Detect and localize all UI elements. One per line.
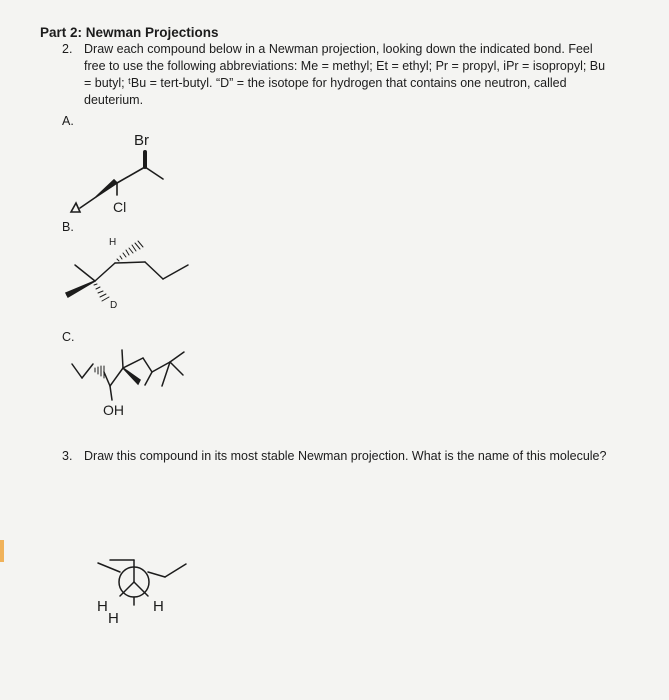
bond-c-2	[82, 364, 93, 378]
indicated-bond-a	[117, 167, 145, 183]
atom-h-left: H	[97, 598, 108, 615]
bond-c-7	[143, 358, 152, 372]
atom-h-right: H	[153, 598, 164, 615]
part-c-label: C.	[62, 330, 75, 344]
bond-c-5	[122, 350, 123, 368]
bond-b-3	[95, 263, 115, 281]
bond-c-6	[123, 358, 143, 368]
structure-a	[71, 132, 163, 215]
wedge-bond	[96, 180, 117, 197]
part-heading: Part 2: Newman Projections	[40, 25, 219, 40]
bond-b-6	[163, 265, 188, 279]
bond-c-1	[72, 364, 82, 378]
atom-d-b: D	[110, 300, 118, 311]
front-bond-down-right	[134, 582, 148, 596]
newman-projection	[97, 560, 186, 627]
bond-c-8	[145, 372, 152, 385]
atom-h-b: H	[109, 237, 117, 248]
atom-h-bottom: H	[108, 610, 119, 627]
structure-b	[66, 237, 188, 311]
rear-bond-left	[98, 563, 120, 572]
hash-bond-h	[117, 241, 143, 261]
cyclopropyl-ring	[71, 203, 80, 212]
bond-c-4	[110, 368, 123, 386]
hash-bond-d	[94, 284, 109, 301]
rear-bond-upper-right-2	[165, 564, 186, 577]
bond-c-10	[170, 362, 183, 375]
part-a-label: A.	[62, 114, 74, 128]
edge-color-mark	[0, 540, 4, 562]
hash-bond-c	[95, 366, 104, 378]
bond-c-3	[104, 372, 110, 386]
structure-c	[72, 350, 184, 418]
question-2-number: 2.	[62, 42, 73, 56]
question-2-text: Draw each compound below in a Newman projection, looking down the indicated bond. Feel free to use the following abbreviations: Me = methyl; Et = ethyl; Pr = propyl, iPr = isopropyl; Bu = butyl; ᵗBu = tert-butyl. “D” = the isotope for hydrogen that contains one neutron, called deuterium.	[84, 42, 606, 107]
question-3-number: 3.	[62, 449, 73, 463]
part-b-label: B.	[62, 220, 74, 234]
bond-c3-right	[145, 167, 163, 179]
bond-ring-to-c1	[80, 197, 96, 208]
bond-b-5	[145, 262, 163, 279]
atom-cl: Cl	[113, 199, 127, 215]
rear-bond-upper-right	[148, 572, 165, 577]
bond-c-11	[170, 352, 184, 362]
atom-oh-c: OH	[103, 402, 124, 418]
bond-b-1	[75, 265, 95, 281]
front-bond-down-left	[120, 582, 134, 596]
atom-br: Br	[134, 132, 149, 149]
wedge-bond-c	[123, 368, 140, 384]
question-3-text: Draw this compound in its most stable Newman projection. What is the name of this molecule?	[84, 449, 607, 463]
wedge-bond-b	[66, 281, 95, 297]
bond-b-4	[115, 262, 145, 263]
bond-c-oh	[110, 386, 112, 400]
